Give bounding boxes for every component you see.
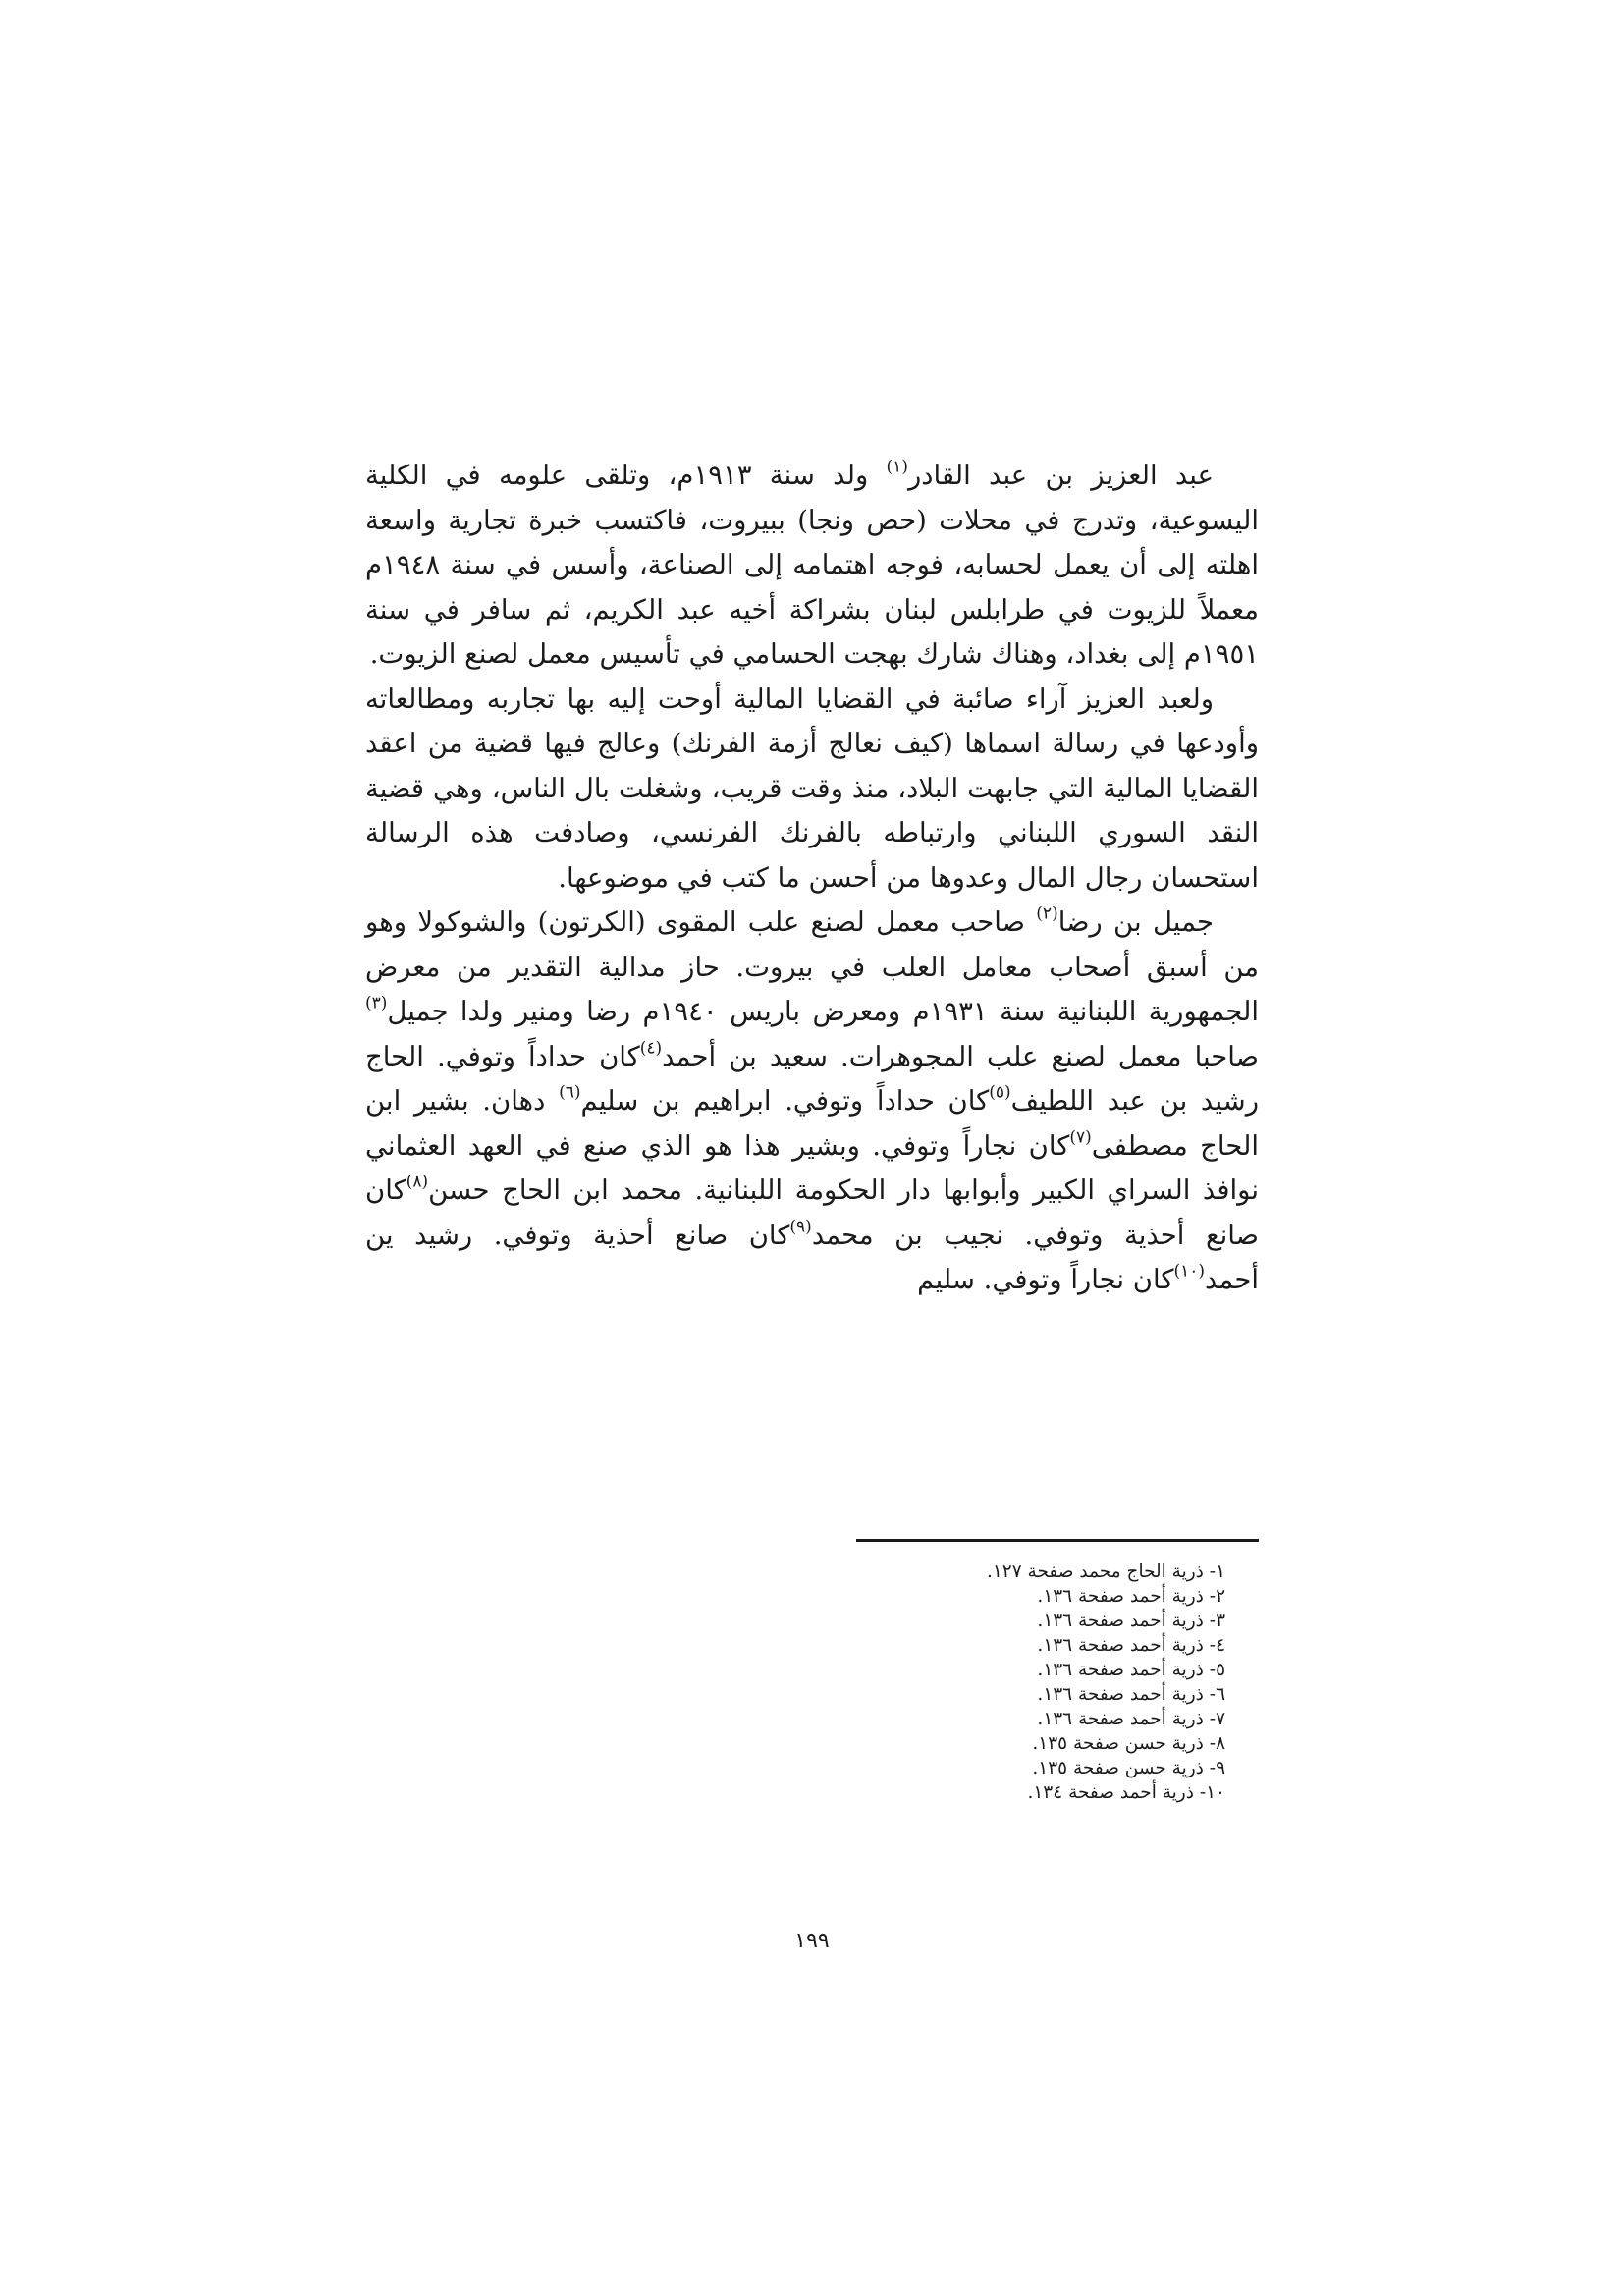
footnote-item: ٣- ذرية أحمد صفحة ١٣٦.: [1037, 1611, 1225, 1631]
footnote-item: ٧- ذرية أحمد صفحة ١٣٦.: [1037, 1709, 1225, 1729]
paragraph-text: كان حداداً وتوفي. ابراهيم بن سليم: [580, 1085, 990, 1117]
footnotes-list: [687, 1559, 1259, 1805]
footnote-reference: (٩): [789, 1216, 812, 1236]
footnote-item: ١- ذرية الحاج محمد صفحة ١٢٧.: [986, 1561, 1225, 1582]
page-number: ١٩٩: [794, 1929, 830, 1953]
footnote-item: ٦- ذرية أحمد صفحة ١٣٦.: [1037, 1684, 1225, 1705]
paragraph-abdulaziz: [365, 454, 1259, 678]
footnote-separator: [856, 1539, 1259, 1542]
footnote-reference: (٦): [559, 1082, 581, 1103]
paragraph-jamil: [365, 901, 1259, 1303]
paragraph-text: ولعبد العزيز آراء صائبة في القضايا المالية أوحت إليه بها تجاربه ومطالعاته وأودعها في رسالة اسماها (كيف نعالج أزمة الفرنك) وعالج فيها قضية من اعقد القضايا المالية التي جابهت البلاد، منذ وقت قريب، وشغلت بال الناس، وهي قضية النقد السوري اللبناني وارتباطه بالفرنك الفرنسي، وصادفت هذه الرسالة استحسان رجال المال وعدوها من أحسن ما كتب في موضوعها.: [365, 683, 1259, 894]
footnote-reference: (١): [886, 457, 908, 477]
footnote-item: ٤- ذرية أحمد صفحة ١٣٦.: [1037, 1635, 1225, 1656]
footnote-reference: (٢): [1036, 903, 1058, 924]
paragraph-text: عبد العزيز بن عبد القادر: [907, 460, 1215, 491]
footnote-reference: (٧): [1069, 1126, 1092, 1147]
paragraph-text: صاحبا معمل لصنع علب المجوهرات. سعيد بن أحمد: [662, 1040, 1260, 1072]
paragraph-text: ولد سنة ١٩١٣م، وتلقى علومه في الكلية اليسوعية، وتدرج في محلات (حص ونجا) ببيروت، فاكتسب خبرة تجارية واسعة اهلته إلى أن يعمل لحسابه، فوجه اهتمامه إلى الصناعة، وأسس في سنة ١٩٤٨م معملاً للزيوت في طرابلس لبنان بشراكة أخيه عبد الكريم، ثم سافر في سنة ١٩٥١م إلى بغداد، وهناك شارك بهجت الحسامي في تأسيس معمل لصنع الزيوت.: [365, 460, 1259, 670]
footnote-item: ٨- ذرية حسن صفحة ١٣٥.: [1032, 1733, 1225, 1754]
paragraph-text: كان حداداً وتوفي. الحاج رشيد بن عبد اللطيف: [365, 1040, 1259, 1117]
footnote-item: ٥- ذرية أحمد صفحة ١٣٦.: [1037, 1660, 1225, 1680]
paragraph-text: كان نجاراً وتوفي. وبشير هذا هو الذي صنع في العهد العثماني نوافذ السراي الكبير وأبوابها دار الحكومة اللبنانية. محمد ابن الحاج حسن: [365, 1129, 1259, 1206]
footnote-reference: (٨): [406, 1172, 429, 1192]
paragraph-text: صاحب معمل لصنع علب المقوى (الكرتون) والشوكولا وهو من أسبق أصحاب معامل العلب في بيروت. حاز مدالية التقدير من معرض الجمهورية اللبنانية سنة ١٩٣١م ومعرض باريس ١٩٤٠م رضا ومنير ولدا جميل: [365, 906, 1259, 1027]
footnote-item: ١٠- ذرية أحمد صفحة ١٣٤.: [1027, 1782, 1225, 1803]
paragraph-text: دهان. بشير ابن الحاج مصطفى: [365, 1085, 1259, 1162]
footnote-item: ٩- ذرية حسن صفحة ١٣٥.: [1032, 1758, 1225, 1778]
footnote-reference: (٣): [365, 993, 388, 1013]
paragraph-text: كان نجاراً وتوفي. سليم: [917, 1264, 1174, 1295]
paragraph-text: كان صانع أحذية وتوفي. رشيد ين أحمد: [365, 1219, 1259, 1295]
paragraph-text: كان صانع أحذية وتوفي. نجيب بن محمد: [365, 1175, 1259, 1251]
footnote-reference: (٤): [639, 1037, 663, 1058]
footnote-reference: (٥): [989, 1082, 1011, 1103]
paragraph-abdulaziz-opinions: [365, 678, 1259, 902]
footnote-reference: (١٠): [1173, 1261, 1206, 1282]
body-text: [365, 454, 1259, 1303]
footnote-item: ٢- ذرية أحمد صفحة ١٣٦.: [1037, 1586, 1225, 1607]
paragraph-text: جميل بن رضا: [1057, 906, 1214, 938]
